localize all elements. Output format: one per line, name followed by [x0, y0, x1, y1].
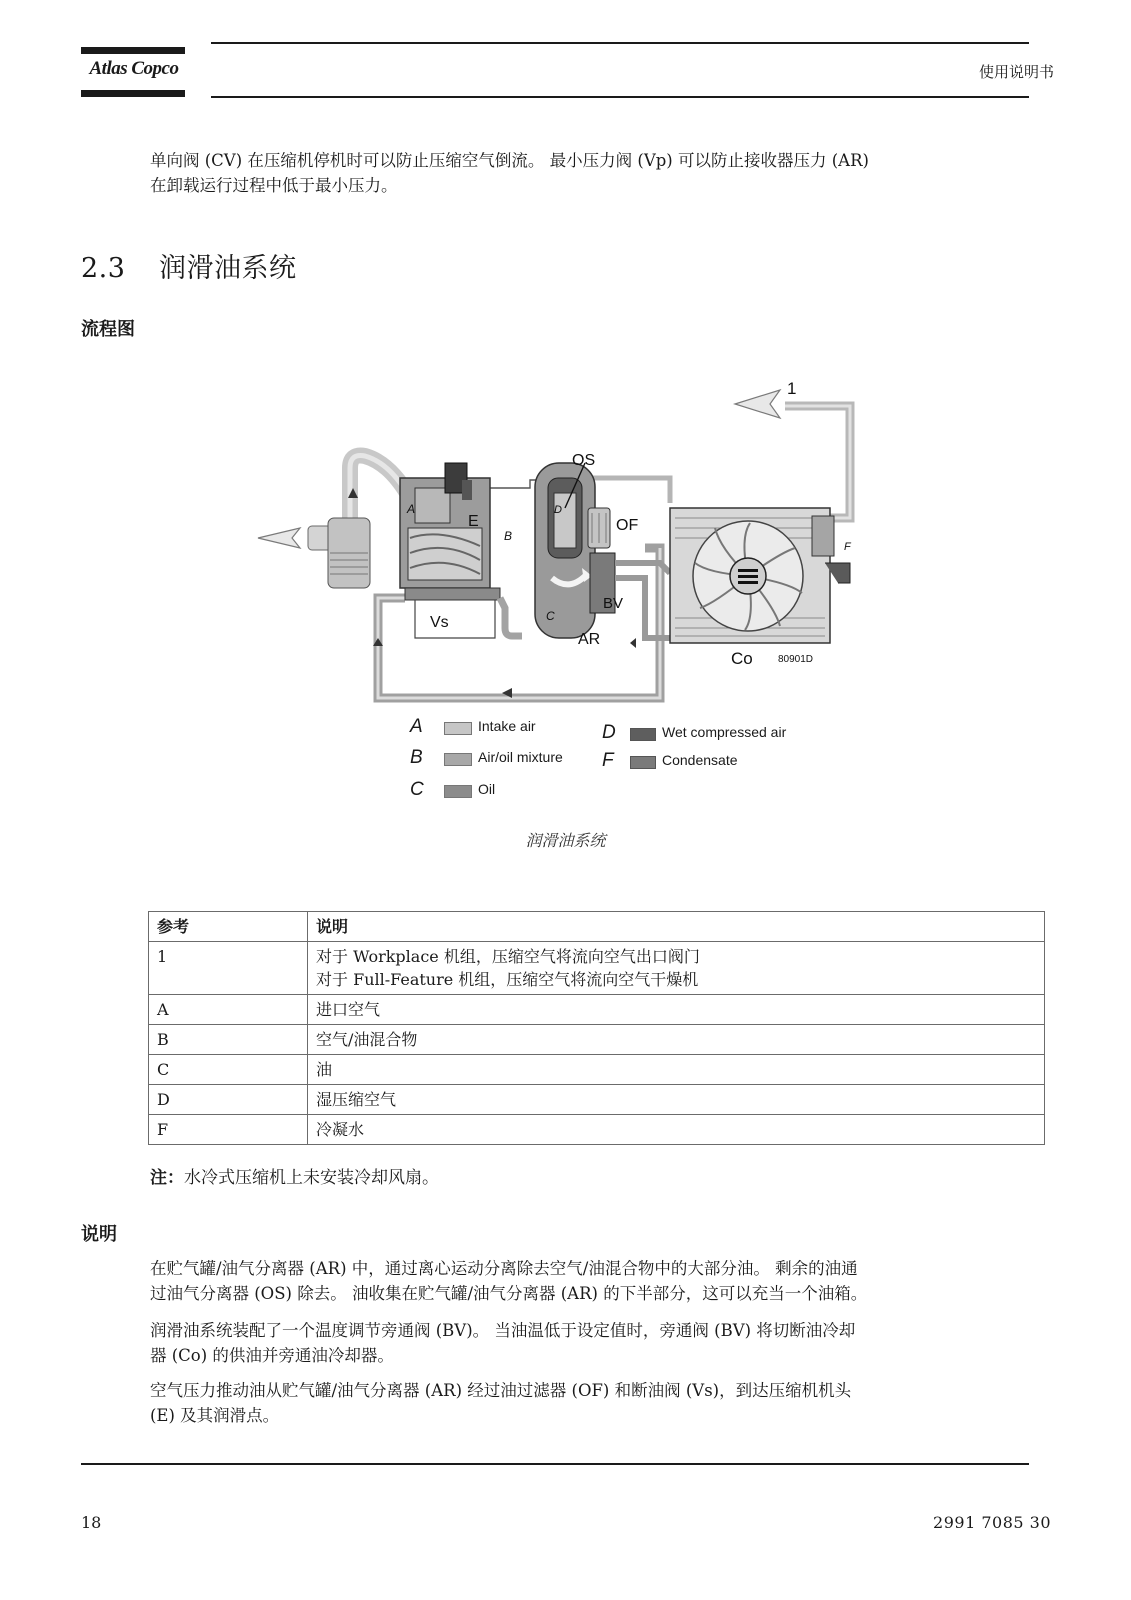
table-cell-desc: 进口空气	[308, 995, 1045, 1025]
note-label: 注：	[150, 1168, 184, 1188]
legend-key: D	[602, 722, 616, 743]
table-cell-ref: F	[149, 1115, 308, 1145]
logo-bar-bottom	[81, 90, 185, 97]
description-line: 过油气分离器 (OS) 除去。 油收集在贮气罐/油气分离器 (AR) 的下半部分，这可以充当一个油箱。	[150, 1284, 868, 1303]
table-row	[149, 1115, 1045, 1145]
label-1: 1	[787, 379, 797, 398]
label-co: Co	[731, 649, 753, 668]
column-header-ref: 参考	[149, 912, 308, 942]
legend-label: Oil	[478, 781, 496, 797]
label-a: A	[407, 502, 416, 516]
legend-item-f	[602, 750, 822, 776]
legend-key: C	[410, 779, 424, 800]
legend-swatch	[444, 753, 472, 766]
note	[150, 1163, 439, 1188]
description-paragraph-2	[150, 1318, 1050, 1368]
table-cell-desc: 湿压缩空气	[308, 1085, 1045, 1115]
label-os: OS	[572, 452, 596, 469]
page-number: 18	[81, 1513, 102, 1532]
legend-label: Condensate	[662, 752, 738, 768]
flowchart-heading: 流程图	[81, 319, 135, 340]
legend-swatch	[630, 728, 656, 741]
label-c: C	[546, 609, 555, 623]
table-row	[149, 995, 1045, 1025]
table-cell-ref: B	[149, 1025, 308, 1055]
table-row	[149, 1055, 1045, 1085]
table-cell-desc: 冷凝水	[308, 1115, 1045, 1145]
table-row	[149, 942, 1045, 995]
doc-title: 使用说明书	[978, 63, 1054, 81]
description-heading: 说明	[81, 1224, 117, 1245]
legend-swatch	[444, 785, 472, 798]
header-rule-top	[211, 42, 1029, 44]
table-cell-ref: C	[149, 1055, 308, 1085]
label-ar: AR	[578, 631, 601, 648]
legend-swatch	[444, 722, 472, 735]
outlet-pipe	[785, 406, 850, 518]
intro-line: 在卸载运行过程中低于最小压力。	[150, 176, 398, 195]
label-b: B	[504, 529, 513, 543]
legend-item-b	[410, 747, 610, 773]
legend-label: Wet compressed air	[662, 724, 787, 740]
column-header-desc: 说明	[308, 912, 1045, 942]
section-heading	[81, 246, 297, 285]
table-cell-desc: 空气/油混合物	[308, 1025, 1045, 1055]
legend-key: A	[410, 716, 423, 737]
intake-arrow-icon	[258, 528, 300, 548]
table-cell-desc	[308, 942, 1045, 995]
doc-number: 2991 7085 30	[933, 1513, 1051, 1532]
description-line: 润滑油系统装配了一个温度调节旁通阀 (BV)。 当油温低于设定值时，旁通阀 (BV) 将切断油冷却	[150, 1321, 856, 1340]
condensate-separator	[812, 516, 834, 556]
label-bv: BV	[603, 595, 624, 612]
logo-bar-top	[81, 47, 185, 54]
outlet-arrow-icon	[735, 390, 780, 418]
desc-line: 对于 Workplace 机组，压缩空气将流向空气出口阀门	[316, 947, 700, 966]
description-paragraph-3	[150, 1378, 1050, 1428]
legend-key: B	[410, 747, 423, 768]
label-of: OF	[616, 517, 639, 534]
footer-rule	[81, 1463, 1029, 1465]
table-row	[149, 1085, 1045, 1115]
intro-paragraph	[150, 148, 1050, 198]
label-d: D	[554, 504, 562, 516]
description-line: (E) 及其润滑点。	[150, 1406, 280, 1425]
legend-swatch	[630, 756, 656, 769]
oil-stop-valve	[405, 588, 500, 600]
note-text: 水冷式压缩机上未安装冷却风扇。	[184, 1168, 439, 1188]
legend-item-c	[410, 779, 610, 805]
table-header-row	[149, 912, 1045, 942]
reference-table	[148, 911, 1045, 1145]
description-line: 器 (Co) 的供油并旁通油冷却器。	[150, 1346, 394, 1365]
legend-label: Air/oil mixture	[478, 749, 563, 765]
description-line: 在贮气罐/油气分离器 (AR) 中，通过离心运动分离除去空气/油混合物中的大部分油。 剩余的油通	[150, 1259, 858, 1278]
label-f: F	[844, 541, 851, 553]
table-cell-ref: D	[149, 1085, 308, 1115]
header-rule-bottom	[211, 96, 1029, 98]
diagram-code: 80901D	[778, 654, 814, 665]
description-paragraph-1	[150, 1256, 1050, 1306]
table-cell-desc: 油	[308, 1055, 1045, 1085]
desc-line: 对于 Full-Feature 机组，压缩空气将流向空气干燥机	[316, 970, 699, 989]
legend-key: F	[602, 750, 614, 771]
table-cell-ref: 1	[149, 942, 308, 995]
intro-line: 单向阀 (CV) 在压缩机停机时可以防止压缩空气倒流。 最小压力阀 (Vp) 可以防止接收器压力 (AR)	[150, 151, 869, 170]
legend-label: Intake air	[478, 718, 536, 734]
oil-feed-pipe	[500, 598, 522, 636]
section-title: 润滑油系统	[159, 253, 297, 284]
section-number: 2.3	[81, 253, 126, 284]
table-cell-ref: A	[149, 995, 308, 1025]
label-vs: Vs	[430, 614, 449, 631]
label-e: E	[468, 513, 479, 530]
figure-caption: 润滑油系统	[525, 831, 606, 850]
description-line: 空气压力推动油从贮气罐/油气分离器 (AR) 经过油过滤器 (OF) 和断油阀 (Vs)，到达压缩机机头	[150, 1381, 852, 1400]
table-row	[149, 1025, 1045, 1055]
logo-text: Atlas Copco	[89, 58, 179, 79]
legend-item-a	[410, 716, 610, 742]
legend-item-d	[602, 722, 822, 748]
